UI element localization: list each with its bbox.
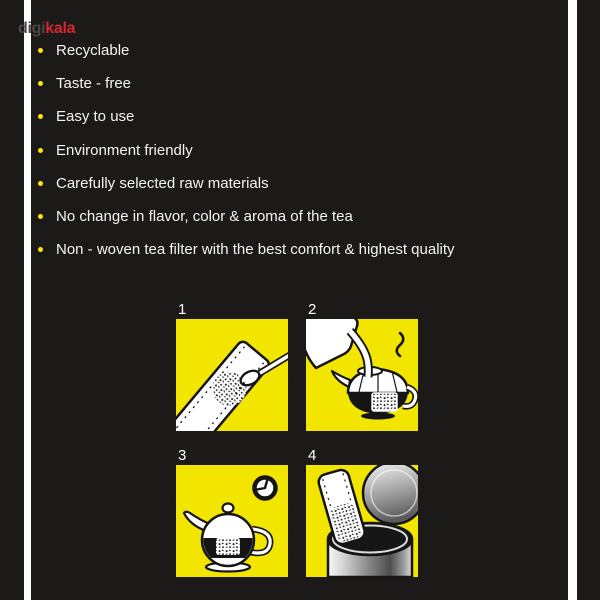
feature-item	[38, 67, 455, 100]
bullet-icon	[38, 148, 43, 153]
feature-item	[38, 167, 455, 200]
feature-item	[38, 34, 455, 67]
steep-teapot-with-clock-icon	[176, 465, 288, 577]
feature-text: No change in flavor, color & aroma of the tea	[56, 208, 353, 226]
feature-text: Environment friendly	[56, 141, 193, 159]
step-4	[306, 448, 418, 577]
step-1	[176, 302, 288, 431]
right-white-stripe	[568, 0, 577, 600]
step-2-number: 2	[308, 301, 317, 318]
step-2-panel	[306, 319, 418, 431]
feature-text: Taste - free	[56, 75, 132, 93]
bullet-icon	[38, 181, 43, 186]
bullet-icon	[38, 247, 43, 252]
feature-item	[38, 100, 455, 133]
feature-item	[38, 134, 455, 167]
fill-filter-with-tea-spoon-icon	[176, 319, 288, 431]
step-1-panel	[176, 319, 288, 431]
step-4-panel	[306, 465, 418, 577]
digikala-watermark	[18, 20, 75, 38]
feature-text: Recyclable	[56, 42, 130, 60]
feature-item	[38, 200, 455, 233]
step-3-panel	[176, 465, 288, 577]
feature-text: Non - woven tea filter with the best comfort & highest quality	[56, 241, 455, 259]
step-3	[176, 448, 288, 577]
left-white-stripe	[24, 0, 31, 600]
step-3-number: 3	[178, 447, 187, 464]
feature-list	[38, 34, 455, 266]
feature-item	[38, 233, 455, 266]
pour-hot-water-into-pot-icon	[306, 319, 418, 431]
digikala-watermark-digi: digi	[18, 20, 46, 37]
dispose-filter-in-trash-icon	[306, 465, 418, 577]
digikala-watermark-kala: kala	[45, 20, 76, 37]
bullet-icon	[38, 48, 43, 53]
bullet-icon	[38, 114, 43, 119]
feature-text: Carefully selected raw materials	[56, 174, 269, 192]
usage-steps-grid	[176, 302, 418, 578]
step-1-number: 1	[178, 301, 187, 318]
feature-text: Easy to use	[56, 108, 135, 126]
step-4-number: 4	[308, 447, 317, 464]
bullet-icon	[38, 81, 43, 86]
bullet-icon	[38, 214, 43, 219]
step-2	[306, 302, 418, 431]
